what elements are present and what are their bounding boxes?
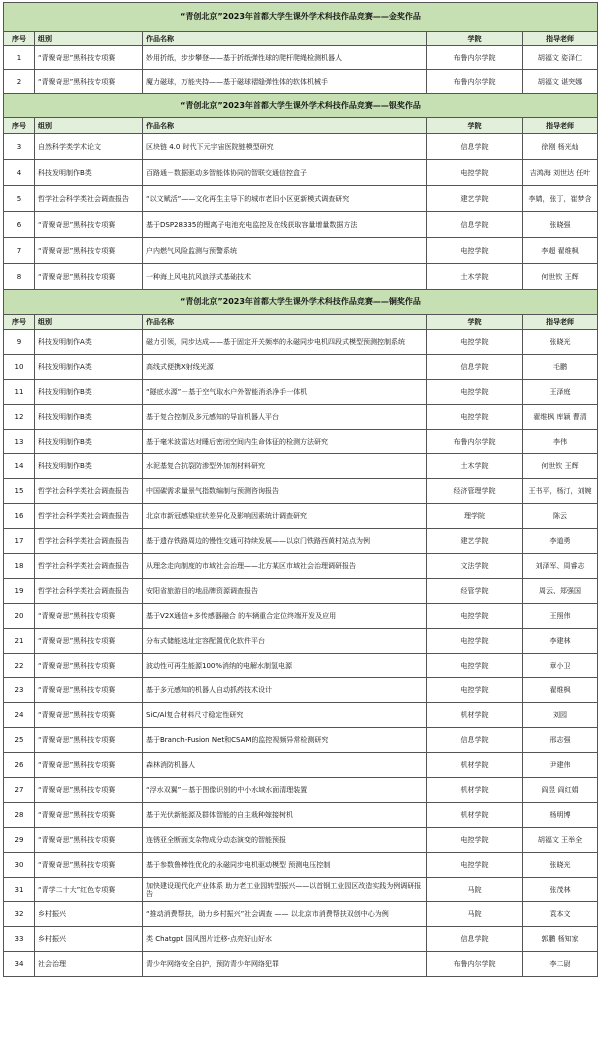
table-row: [4, 603, 598, 628]
cell-school: 机材学院: [427, 703, 523, 728]
section-title-row: [4, 290, 598, 315]
table-row: [4, 628, 598, 653]
cell-group: “青聚奇思”黑科技专项赛: [35, 703, 143, 728]
cell-school: 建艺学院: [427, 529, 523, 554]
cell-title: “推动消费帮扶，助力乡村振兴”社会调查 —— 以北京市消费帮扶双创中心为例: [143, 902, 427, 927]
cell-teacher: 毛鹏: [523, 354, 598, 379]
table-row: [4, 778, 598, 803]
cell-school: 电控学院: [427, 379, 523, 404]
cell-school: 机材学院: [427, 753, 523, 778]
cell-no: 7: [4, 238, 35, 264]
cell-group: “青聚奇思”黑科技专项赛: [35, 753, 143, 778]
cell-title: 波动性可再生能源100%消纳的电解水制氢电源: [143, 653, 427, 678]
cell-title: 分布式储能选址定容配置优化软件平台: [143, 628, 427, 653]
cell-group: “青聚奇思”黑科技专项赛: [35, 238, 143, 264]
cell-school: 经济管理学院: [427, 479, 523, 504]
cell-no: 9: [4, 330, 35, 355]
section-title: “青创北京”2023年首都大学生课外学术科技作品竞赛——银奖作品: [4, 94, 598, 118]
cell-school: 文法学院: [427, 554, 523, 579]
cell-teacher: 胡福文 姿泽仁: [523, 46, 598, 70]
cell-title: 基于毫米波雷达对睡后密闭空间内生命体征的检测方法研究: [143, 429, 427, 454]
cell-title: 基于光伏新能源及群体智能的自主栽种嫁接树机: [143, 802, 427, 827]
cell-teacher: 张茂林: [523, 877, 598, 902]
cell-title: 青少年网络安全自护，预防青少年网络犯罪: [143, 952, 427, 977]
cell-group: “青聚奇思”黑科技专项赛: [35, 827, 143, 852]
cell-group: “青聚奇思”黑科技专项赛: [35, 46, 143, 70]
cell-title: 安阳省旅游目的地品牌资源调查报告: [143, 578, 427, 603]
cell-no: 10: [4, 354, 35, 379]
cell-school: 电控学院: [427, 653, 523, 678]
cell-teacher: 翟维枫: [523, 678, 598, 703]
cell-no: 20: [4, 603, 35, 628]
cell-school: 电控学院: [427, 852, 523, 877]
cell-no: 24: [4, 703, 35, 728]
cell-school: 经管学院: [427, 578, 523, 603]
table-row: [4, 212, 598, 238]
cell-title: 百路通－数据驱动多智能体协同的智联交通信控盒子: [143, 160, 427, 186]
cell-school: 布鲁内尔学院: [427, 952, 523, 977]
table-row: [4, 238, 598, 264]
cell-no: 25: [4, 728, 35, 753]
cell-no: 33: [4, 927, 35, 952]
table-row: [4, 134, 598, 160]
section-title: “青创北京”2023年首都大学生课外学术科技作品竞赛——铜奖作品: [4, 290, 598, 315]
cell-no: 6: [4, 212, 35, 238]
table-row: [4, 728, 598, 753]
cell-no: 13: [4, 429, 35, 454]
cell-group: 乡村振兴: [35, 927, 143, 952]
cell-group: “青聚奇思”黑科技专项赛: [35, 70, 143, 94]
cell-title: 中国碳需求量景气指数编制与预测咨询报告: [143, 479, 427, 504]
cell-no: 23: [4, 678, 35, 703]
cell-group: “青聚奇思”黑科技专项赛: [35, 678, 143, 703]
cell-no: 8: [4, 264, 35, 290]
cell-title: 高线式便携X射线光源: [143, 354, 427, 379]
cell-teacher: 刘园: [523, 703, 598, 728]
cell-teacher: 周云、郑强国: [523, 578, 598, 603]
table-row: [4, 504, 598, 529]
cell-no: 11: [4, 379, 35, 404]
cell-no: 16: [4, 504, 35, 529]
cell-school: 布鲁内尔学院: [427, 70, 523, 94]
table-row: [4, 877, 598, 902]
table-row: [4, 354, 598, 379]
table-row: [4, 902, 598, 927]
cell-title: 区块链 4.0 时代下元宇宙医院链模型研究: [143, 134, 427, 160]
table-row: [4, 827, 598, 852]
cell-group: “青聚奇思”黑科技专项赛: [35, 852, 143, 877]
cell-title: 基于参数鲁棒性优化的永磁同步电机驱动模型 预测电压控制: [143, 852, 427, 877]
header-group: 组别: [35, 315, 143, 330]
cell-group: “青聚奇思”黑科技专项赛: [35, 264, 143, 290]
header-no: 序号: [4, 315, 35, 330]
header-group: 组别: [35, 32, 143, 46]
header-no: 序号: [4, 32, 35, 46]
gold-award-section: [4, 3, 598, 94]
table-row: [4, 330, 598, 355]
cell-teacher: 袁本文: [523, 902, 598, 927]
table-row: [4, 264, 598, 290]
table-row: [4, 753, 598, 778]
cell-no: 19: [4, 578, 35, 603]
cell-title: 类 Chatgpt 国风图片迁移-点亮好山好水: [143, 927, 427, 952]
cell-group: 科技发明制作A类: [35, 330, 143, 355]
cell-title: 水泥基复合抗裂防渗型外加剂材料研究: [143, 454, 427, 479]
cell-title: “隧底水源”－基于空气取水户外智能消杀净手一体机: [143, 379, 427, 404]
table-row: [4, 379, 598, 404]
cell-title: “以文赋活”——文化再生主导下的城市老旧小区更新模式调查研究: [143, 186, 427, 212]
header-row: [4, 32, 598, 46]
cell-group: 哲学社会科学类社会调查报告: [35, 529, 143, 554]
cell-no: 28: [4, 802, 35, 827]
table-row: [4, 927, 598, 952]
cell-school: 信息学院: [427, 728, 523, 753]
cell-no: 12: [4, 404, 35, 429]
cell-group: 哲学社会科学类社会调查报告: [35, 504, 143, 529]
header-row: [4, 118, 598, 134]
table-row: [4, 653, 598, 678]
cell-group: 科技发明制作B类: [35, 379, 143, 404]
cell-teacher: 何世钦 王辉: [523, 454, 598, 479]
cell-title: 连锈亚全断面支杂物成分动态演变的智能预报: [143, 827, 427, 852]
cell-no: 27: [4, 778, 35, 803]
cell-teacher: 张晓光: [523, 330, 598, 355]
cell-no: 5: [4, 186, 35, 212]
cell-no: 14: [4, 454, 35, 479]
cell-title: 基于复合控制及多元感知的导盲机器人平台: [143, 404, 427, 429]
table-row: [4, 678, 598, 703]
cell-group: “青聚奇思”黑科技专项赛: [35, 212, 143, 238]
cell-teacher: 郭鹏 杨知家: [523, 927, 598, 952]
cell-title: 基于Branch-Fusion Net和CSAM的监控视频异常检测研究: [143, 728, 427, 753]
header-school: 学院: [427, 315, 523, 330]
cell-title: 一种海上风电抗风浪浮式基础技术: [143, 264, 427, 290]
cell-title: 基于DSP28335的锂离子电池充电监控及在线获取容量增量数据方法: [143, 212, 427, 238]
header-title: 作品名称: [143, 32, 427, 46]
cell-teacher: 李道勇: [523, 529, 598, 554]
table-row: [4, 852, 598, 877]
cell-group: “青聚奇思”黑科技专项赛: [35, 802, 143, 827]
header-title: 作品名称: [143, 118, 427, 134]
header-group: 组别: [35, 118, 143, 134]
table-row: [4, 160, 598, 186]
cell-no: 21: [4, 628, 35, 653]
cell-title: 加快建设现代化产业体系 助力老工业园转型振兴——以首钢工业园区改造实践为例调研报告: [143, 877, 427, 902]
cell-title: SiC/Al复合材料尺寸稳定性研究: [143, 703, 427, 728]
silver-award-section: [4, 94, 598, 290]
cell-no: 30: [4, 852, 35, 877]
table-row: [4, 454, 598, 479]
section-title-row: [4, 3, 598, 32]
cell-title: 森林消防机器人: [143, 753, 427, 778]
cell-group: 自然科学类学术论文: [35, 134, 143, 160]
cell-teacher: 何世钦 王辉: [523, 264, 598, 290]
table-row: [4, 479, 598, 504]
cell-teacher: 徐刚 杨光灿: [523, 134, 598, 160]
cell-school: 电控学院: [427, 827, 523, 852]
cell-teacher: 李超 翟维枫: [523, 238, 598, 264]
table-row: [4, 952, 598, 977]
cell-group: 科技发明制作B类: [35, 429, 143, 454]
cell-title: 基于多元感知的机器人自动抓药技术设计: [143, 678, 427, 703]
header-teacher: 指导老师: [523, 118, 598, 134]
header-teacher: 指导老师: [523, 32, 598, 46]
header-title: 作品名称: [143, 315, 427, 330]
table-row: [4, 703, 598, 728]
cell-group: 哲学社会科学类社会调查报告: [35, 186, 143, 212]
cell-school: 信息学院: [427, 212, 523, 238]
cell-school: 电控学院: [427, 404, 523, 429]
cell-school: 电控学院: [427, 628, 523, 653]
cell-group: “青学二十大”红色专项赛: [35, 877, 143, 902]
cell-group: 哲学社会科学类社会调查报告: [35, 578, 143, 603]
cell-group: “青聚奇思”黑科技专项赛: [35, 728, 143, 753]
cell-school: 电控学院: [427, 330, 523, 355]
cell-group: “青聚奇思”黑科技专项赛: [35, 653, 143, 678]
cell-school: 布鲁内尔学院: [427, 46, 523, 70]
cell-school: 信息学院: [427, 354, 523, 379]
cell-teacher: 章小卫: [523, 653, 598, 678]
cell-school: 信息学院: [427, 927, 523, 952]
cell-group: 科技发明制作A类: [35, 354, 143, 379]
header-school: 学院: [427, 32, 523, 46]
cell-no: 26: [4, 753, 35, 778]
section-title-row: [4, 94, 598, 118]
cell-school: 马院: [427, 902, 523, 927]
cell-no: 15: [4, 479, 35, 504]
table-row: [4, 529, 598, 554]
cell-title: 基于V2X通信+多传感器融合 的车辆重合定位终端开发及应用: [143, 603, 427, 628]
cell-teacher: 张晓光: [523, 852, 598, 877]
table-row: [4, 46, 598, 70]
cell-group: 哲学社会科学类社会调查报告: [35, 554, 143, 579]
cell-teacher: 李婧，张丁，崔梦含: [523, 186, 598, 212]
cell-school: 电控学院: [427, 678, 523, 703]
cell-no: 17: [4, 529, 35, 554]
cell-teacher: 陈云: [523, 504, 598, 529]
cell-teacher: 王书平，杨汀，刘婉: [523, 479, 598, 504]
cell-title: 从理念走向制度的市域社会治理——北方某区市域社会治理调研报告: [143, 554, 427, 579]
cell-no: 34: [4, 952, 35, 977]
cell-no: 29: [4, 827, 35, 852]
table-row: [4, 578, 598, 603]
cell-no: 2: [4, 70, 35, 94]
header-no: 序号: [4, 118, 35, 134]
cell-teacher: 翟维枫 库颖 曹清: [523, 404, 598, 429]
cell-teacher: 李伟: [523, 429, 598, 454]
cell-school: 电控学院: [427, 603, 523, 628]
cell-group: 社会治理: [35, 952, 143, 977]
cell-school: 理学院: [427, 504, 523, 529]
header-school: 学院: [427, 118, 523, 134]
cell-group: “青聚奇思”黑科技专项赛: [35, 778, 143, 803]
cell-title: 妙用折纸，步步攀登——基于折纸弹性球的爬杆爬绳检测机器人: [143, 46, 427, 70]
cell-school: 电控学院: [427, 160, 523, 186]
cell-school: 建艺学院: [427, 186, 523, 212]
cell-teacher: 李建林: [523, 628, 598, 653]
cell-title: 磁力引领，同步达成——基于固定开关频率的永磁同步电机四段式模型预测控制系统: [143, 330, 427, 355]
cell-school: 信息学院: [427, 134, 523, 160]
cell-group: “青聚奇思”黑科技专项赛: [35, 628, 143, 653]
table-row: [4, 404, 598, 429]
cell-teacher: 王照伟: [523, 603, 598, 628]
cell-title: “浮水双翼”－基于图像识别的中小水域水面清理装置: [143, 778, 427, 803]
cell-title: 户内燃气风险监测与预警系统: [143, 238, 427, 264]
cell-group: 哲学社会科学类社会调查报告: [35, 479, 143, 504]
cell-teacher: 吉鸿海 刘世达 任叶: [523, 160, 598, 186]
header-teacher: 指导老师: [523, 315, 598, 330]
table-row: [4, 186, 598, 212]
table-row: [4, 802, 598, 827]
cell-no: 4: [4, 160, 35, 186]
cell-teacher: 王泽庭: [523, 379, 598, 404]
cell-school: 电控学院: [427, 238, 523, 264]
cell-school: 机材学院: [427, 802, 523, 827]
cell-teacher: 胡福文 谌突娜: [523, 70, 598, 94]
section-title: “青创北京”2023年首都大学生课外学术科技作品竞赛——金奖作品: [4, 3, 598, 32]
cell-teacher: 李二尉: [523, 952, 598, 977]
table-row: [4, 554, 598, 579]
cell-school: 机材学院: [427, 778, 523, 803]
cell-no: 31: [4, 877, 35, 902]
cell-title: 基于遗存铁路周边的慢性交通可持续发展——以京门铁路西黄村站点为例: [143, 529, 427, 554]
header-row: [4, 315, 598, 330]
table-row: [4, 70, 598, 94]
cell-title: 魔力磁球，万能夹持——基于磁球褶缝弹性体的软体机械手: [143, 70, 427, 94]
cell-group: 科技发明制作B类: [35, 160, 143, 186]
cell-school: 布鲁内尔学院: [427, 429, 523, 454]
bronze-award-section: [4, 290, 598, 977]
cell-teacher: 张晓强: [523, 212, 598, 238]
cell-teacher: 阎昱 阎红娟: [523, 778, 598, 803]
cell-no: 3: [4, 134, 35, 160]
cell-group: 科技发明制作B类: [35, 454, 143, 479]
cell-title: 北京市新冠感染症状差异化及影响因素统计调查研究: [143, 504, 427, 529]
cell-teacher: 刘泽军、周睿志: [523, 554, 598, 579]
cell-teacher: 杨明博: [523, 802, 598, 827]
cell-teacher: 邢志强: [523, 728, 598, 753]
award-table: [3, 2, 598, 977]
cell-no: 22: [4, 653, 35, 678]
table-row: [4, 429, 598, 454]
cell-school: 土木学院: [427, 264, 523, 290]
cell-school: 土木学院: [427, 454, 523, 479]
cell-no: 32: [4, 902, 35, 927]
cell-group: 乡村振兴: [35, 902, 143, 927]
cell-group: “青聚奇思”黑科技专项赛: [35, 603, 143, 628]
cell-school: 马院: [427, 877, 523, 902]
cell-group: 科技发明制作B类: [35, 404, 143, 429]
cell-no: 1: [4, 46, 35, 70]
cell-no: 18: [4, 554, 35, 579]
cell-teacher: 尹建伟: [523, 753, 598, 778]
cell-teacher: 胡福文 王举全: [523, 827, 598, 852]
